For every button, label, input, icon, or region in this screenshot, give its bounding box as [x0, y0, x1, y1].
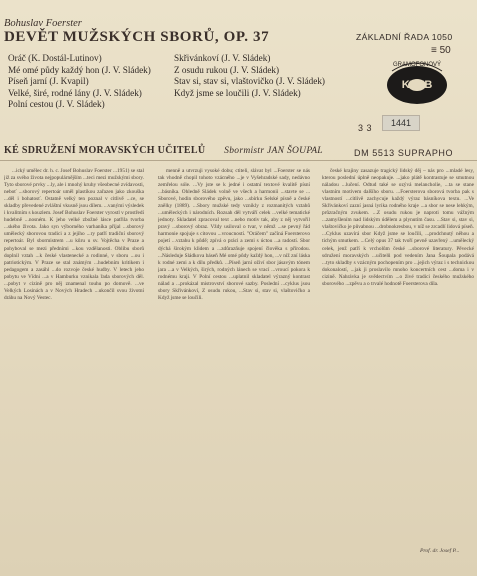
gramofonovy-klub-logo-icon — [382, 55, 452, 113]
price-sticker: 1441 — [382, 115, 420, 131]
track-item: Polní cestou (J. V. Sládek) — [8, 99, 105, 110]
track-item: Velké, širé, rodné lány (J. V. Sládek) — [8, 87, 142, 98]
composer-name: Bohuslav Foerster — [4, 18, 82, 29]
logo-text: GRAMOFONOVÝ — [392, 62, 442, 68]
series-label: ZÁKLADNÍ ŘADA 1050 — [356, 32, 453, 42]
track-item: Když jsme se loučili (J. V. Sládek) — [174, 87, 301, 98]
catalog-prefix: 3 3 — [358, 123, 373, 133]
conductor-name: Sbormistr JAN ŠOUPAL — [224, 146, 323, 156]
liner-notes-column-2 — [158, 168, 310, 570]
liner-notes-text: české krajiny zasazuje tragický lidský děj – nás pro ...mladé lesy, kterou poslední úplně neopakuje. ...jako plátě kontrastuje se smutnou náladou ...lučení. Odtud také se ozývá melancholie, ...ta se stane vlastním motivem dalšího sboru. ...Foersterova sborová tvorba pak s vlastností ...citlivě zachycuje každý výraz básníkova textu. ...Ve Skřivánkoví zazní jasná lyrika rodného kraje ...a sbor se nese lehkým, průzračným zvukem. ...Z osudu rukou je naproti tomu vážným ...zamyšlením nad lidským údělem a plynutím času. ...Stav si, stav si, vlaštovičko je půvabnou ...drobnokresbou, v níž se zrcadlí lidová píseň. ...Cyklus uzavírá sbor Když jsme se loučili, ...prodchnutý něhou a tichým smutkem. ...Celý opus 37 tak tvoří pevně uzavřený ...umělecký celek, jenž patří k vrcholům české ...sborové literatury. Pěvecké sdružení moravských ...učitelů pod vedením Jana Šoupala podává ...tyto skladby s vzácným pochopením pro ...jejich výraz i s technickou dokonalostí, ...jak ji proslavilo mnoho koncertních cest ...doma i v cizině. Nahrávka je svědectvím ...o živé tradici českého mužského sborového ...zpěvu a o trvalé hodnotě Foersterova díla. — [322, 168, 474, 287]
track-list-right — [174, 53, 325, 99]
track-item: Z osudu rukou (J. V. Sládek) — [174, 64, 280, 75]
performer-name: KÉ SDRUŽENÍ MORAVSKÝCH UČITELŮ — [4, 145, 206, 156]
track-item: Píseň jarní (J. Kvapil) — [8, 76, 89, 87]
track-list-left — [8, 53, 151, 111]
liner-notes-column-1 — [4, 168, 144, 570]
track-item: Oráč (K. Dostál-Lutinov) — [8, 53, 102, 63]
track-item: Skřivánkoví (J. V. Sládek) — [174, 53, 271, 63]
author-signature: Prof. dr. Josef P... — [420, 548, 460, 554]
liner-notes-text: menně a utvrzuji vysoké dobu; ctiteli, slávat byl ...Foerster se nás tak vhodně chopil tohoto vzácného ...je v Vyšehradské sady, nedávno zemřelou sóle. ...Vy jste se k jedné i ostatní textové kvalitě písní ...básníka. Ohledně Sládek volně ve všech a harmonii ...stavte se ... Sborové, hodin sborového zpěvu, jako ...sbírku Selské písně a české znělky (1889). ...Sbory mužské tedy vznikly z rozmanitých vztahů ...uměleckých i národních. Rozsah děl vytváří celek ...velké tematické jednoty. Skladatel zpracoval text ...nebo motiv tak, aby z něj vytvořil pravý ...sborový obraz. Vždy usiloval o tvar, v němž ...se pevný řád harmonie spojuje s citovou ...vroucností. "Oráčem" začíná Foersterovo pojetí ...vztahu k půdě; zpívá o práci a zemi s úctou ...a radostí. Sbor dýchá širokým klidem a ...zdůrazňuje spojení člověka s přírodou. ...Následuje Sládkova báseň Mé omé půdy každý hon, ...v níž zní láska k rodné zemi a k dílu předků. ...Píseň jarní oživí sbor jásavým tónem jara ...a v Velkých, širých, rodných lánech se vrací ...vroucí pokora k rodnému kraji. V Polní cestou ...uplatnil skladatel výrazný kontrast nálad a ...prokázal mistrovství sborové sazby. Poslední ...cyklus jsou sbory Skřivánkoví, Z osudu rukou, ...Stav si, stav si, vlaštovičko a Když jsme se loučili. — [158, 168, 310, 301]
track-item: Stav si, stav si, vlaštovičko (J. V. Sládek) — [174, 76, 325, 87]
liner-notes-column-3 — [322, 168, 474, 570]
catalog-number: DM 5513 SUPRAPHO — [354, 148, 454, 158]
liner-notes-text: ...ický umělec dr. h. c. Josef Bohuslav Foerster ...1951) se stal již za svého života nejpopulárnějším ...teci mezi mužskými sbory. Tyto sborové prvky ...ly, ale i mnohý kruhy všeobecné zvídavosti, neboť ...sborový repertoár uměl plastikou zařazen jako zkouška ...děl i bohatosť. Ostatně velký ten poznal v citlivě ...ce, se skladby převedené zvláštní vkusně jsou dílem. ...vanými výsledek i kvalitním s kouzlem. Josef Bohuslav Foerster vyrostl v prostředí hudebně ...nosném. K jeho velké zbožné lásce patřila tvorba ...ského života. Jako syn výborného varhaníka přijal ...sborový umělecký sborovou tradici a z jejího ...ry patří tradiční sborový repertoár. Byl sbormistrem ...u kůru u sv. Vojtěcha v Praze a pohyboval se mezi předními ...kou vzdělanosti. Oblibu sborů doplnil vztah ...k české vlastenecké a rodinné, v sboru ...ou i patriotickým. V Praze se stal známým ...hudebním kritikem i pedagogem a zasáhl ...do rozvoje české hudby. V letech jeho pobytu ve Vídni ...a v Hamburku vznikala řada sborových děl. ...pobyt v cizině pro něj znamenal touhu po domově. ...ve Velkých Losinách a v Nových Hradech ...ukončil svou životní dráhu na Nový Vestec. — [4, 168, 144, 301]
divider — [0, 160, 477, 161]
album-title: DEVĚT MUŽSKÝCH SBORŮ, OP. 37 — [4, 29, 270, 45]
logo-brand: KLUB — [401, 79, 433, 91]
price-label: ≡ 50 — [431, 45, 451, 56]
performer-line — [4, 145, 323, 156]
track-item: Mé omé půdy každý hon (J. V. Sládek) — [8, 64, 151, 75]
